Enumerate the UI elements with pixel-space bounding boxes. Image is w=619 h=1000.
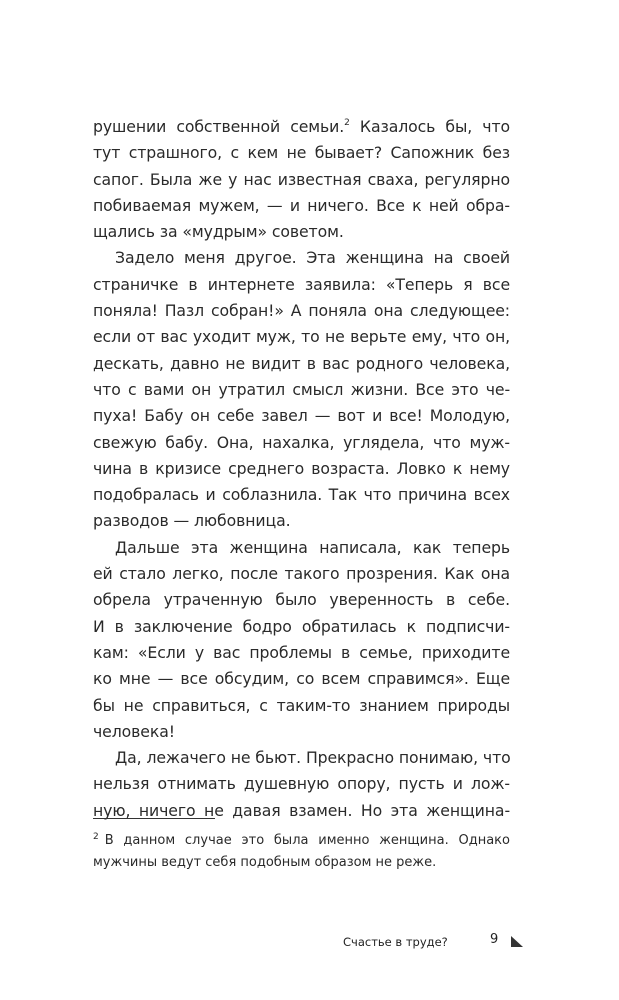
text-line: подобралась и соблазнила. Так что причина всех bbox=[93, 485, 510, 505]
text-line: щались за «мудрым» советом. bbox=[93, 222, 344, 242]
footnote-reference[interactable]: 2 bbox=[344, 118, 350, 128]
text-line: Задело меня другое. Эта женщина на своей bbox=[115, 248, 510, 268]
text-line: страничке в интернете заявила: «Теперь я все bbox=[93, 274, 510, 294]
text-line: сапог. Была же у нас известная сваха, регулярно bbox=[93, 169, 510, 189]
footnote bbox=[93, 826, 510, 874]
main-text bbox=[93, 114, 510, 824]
text-line: дескать, давно не видит в вас родного человека, bbox=[93, 353, 510, 373]
text-line: Да, лежачего не бьют. Прекрасно понимаю, что bbox=[115, 748, 511, 768]
text-line: поняла! Пазл собран!» А поняла она следующее: bbox=[93, 301, 510, 321]
footnote-line: мужчины ведут себя подобным образом не реже. bbox=[93, 855, 437, 870]
footnote-text: В данном случае это была именно женщина. Однако bbox=[104, 833, 510, 848]
text-line: пуха! Бабу он себе завел — вот и все! Молодую, bbox=[93, 406, 510, 426]
text-line: бы не справиться, с таким-то знанием природы bbox=[93, 695, 510, 715]
text-line: обрела утраченную было уверенность в себе. bbox=[93, 590, 510, 610]
text-line: разводов — любовница. bbox=[93, 511, 291, 531]
text-line: Дальше эта женщина написала, как теперь bbox=[115, 537, 510, 557]
text-line: ко мне — все обсудим, со всем справимся». Еще bbox=[93, 669, 510, 689]
text-line bbox=[93, 114, 510, 140]
text-segment: рушении собственной семьи. bbox=[93, 117, 345, 136]
footnote-divider bbox=[93, 818, 215, 819]
text-line: И в заключение бодро обратилась к подписчи- bbox=[93, 616, 510, 636]
text-line: если от вас уходит муж, то не верьте ему, что он, bbox=[93, 327, 510, 347]
text-line: тут страшного, с кем не бывает? Сапожник без bbox=[93, 143, 510, 163]
text-line: человека! bbox=[93, 721, 175, 741]
footnote-marker: 2 bbox=[93, 832, 99, 842]
running-title: Счастье в труде? bbox=[343, 935, 448, 949]
text-line: нельзя отнимать душевную опору, пусть и лож- bbox=[93, 774, 510, 794]
text-line: ную, ничего не давая взамен. Но эта женщина- bbox=[93, 800, 510, 820]
footnote-line bbox=[93, 826, 510, 852]
text-line: побиваемая мужем, — и ничего. Все к ней обра- bbox=[93, 195, 510, 215]
text-line: чина в кризисе среднего возраста. Ловко к нему bbox=[93, 458, 510, 478]
text-line: ей стало легко, после такого прозрения. Как она bbox=[93, 564, 510, 584]
text-segment: Казалось бы, что bbox=[349, 117, 510, 136]
text-line: что с вами он утратил смысл жизни. Все это че- bbox=[93, 379, 510, 399]
corner-triangle-icon bbox=[511, 936, 523, 947]
page-number: 9 bbox=[490, 932, 499, 947]
text-line: кам: «Если у вас проблемы в семье, приходите bbox=[93, 642, 510, 662]
text-line: свежую бабу. Она, нахалка, углядела, что муж- bbox=[93, 432, 510, 452]
